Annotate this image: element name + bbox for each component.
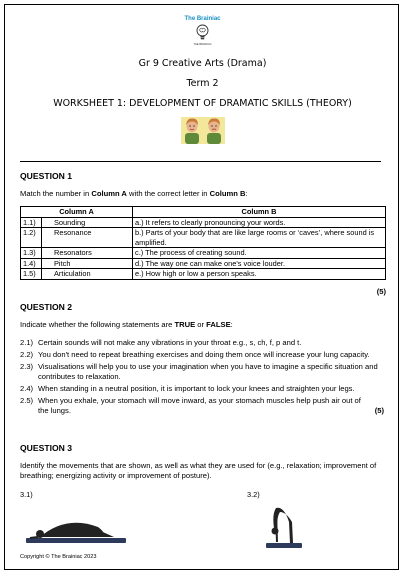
- list-item: [20, 384, 384, 394]
- childs-pose-figure-icon: [26, 505, 126, 545]
- question-2-instruction: [20, 320, 233, 329]
- item-text: Visualisations will help you to use your imagination when you have to imagine a specific situation and contributes to relaxation.: [38, 362, 378, 381]
- item-text: When you exhale, your stomach will move inward, as your stomach muscles help push air out of the lungs.: [38, 396, 361, 415]
- instruction-text: :: [245, 189, 248, 198]
- row-definition: d.) The way one can make one's voice louder.: [133, 258, 386, 269]
- instruction-true: TRUE: [174, 320, 196, 329]
- row-number: 1.4): [21, 258, 42, 269]
- twin-faces-illustration: [181, 117, 225, 144]
- subject-title: Gr 9 Creative Arts (Drama): [138, 58, 267, 69]
- row-term: Pitch: [42, 258, 133, 269]
- question-3-title: QUESTION 3: [20, 443, 73, 453]
- logo-caption: THE BRAINIAC: [193, 43, 212, 46]
- row-number: 1.1): [21, 217, 42, 228]
- question-3-instruction: Identify the movements that are shown, as well as what they are used for (e.g., relaxation; improvement of breathing; energizing activity or improvement of posture).: [20, 461, 377, 480]
- table-header-row: [21, 207, 386, 218]
- question-1-title: QUESTION 1: [20, 171, 73, 181]
- table-row: [21, 269, 386, 280]
- row-term: Sounding: [42, 217, 133, 228]
- list-item: [20, 362, 384, 382]
- row-term: Resonators: [42, 248, 133, 259]
- table-row: [21, 248, 386, 259]
- row-definition: c.) The process of creating sound.: [133, 248, 386, 259]
- question-2-title: QUESTION 2: [20, 302, 73, 312]
- row-number: 1.3): [21, 248, 42, 259]
- item-text: Certain sounds will not make any vibrations in your throat e.g., s, ch, f, p and t.: [38, 338, 302, 347]
- true-false-list: [20, 338, 384, 418]
- brand-name: The Brainiac: [184, 16, 221, 22]
- list-item: [20, 350, 384, 360]
- item-number: 2.4): [20, 384, 34, 393]
- section-divider: [20, 161, 381, 162]
- question-1-marks: (5): [376, 287, 386, 296]
- item-number: 2.2): [20, 350, 34, 359]
- row-definition: e.) How high or low a person speaks.: [133, 269, 386, 280]
- row-definition: b.) Parts of your body that are like large rooms or ‘caves’, where sound is amplified.: [133, 228, 386, 248]
- instruction-column-b: Column B: [209, 189, 246, 198]
- term-title: Term 2: [186, 78, 219, 89]
- question-2-marks: (5): [374, 406, 384, 415]
- brain-bulb-logo-icon: [196, 24, 209, 42]
- forward-bend-figure-icon: [262, 500, 306, 550]
- table-row: [21, 228, 386, 248]
- question-3-1-label: 3.1): [20, 490, 33, 499]
- instruction-text: or: [195, 320, 207, 329]
- list-item: [20, 396, 384, 416]
- instruction-text: with the correct letter in: [126, 189, 210, 198]
- row-term: Articulation: [42, 269, 133, 280]
- row-definition: a.) It refers to clearly pronouncing your words.: [133, 217, 386, 228]
- item-text: When standing in a neutral position, it is important to lock your knees and straighten your legs.: [38, 384, 355, 393]
- question-3-2-label: 3.2): [247, 490, 260, 499]
- instruction-text: Match the number in: [20, 189, 92, 198]
- instruction-false: FALSE: [206, 320, 231, 329]
- item-number: 2.1): [20, 338, 34, 347]
- question-1-instruction: [20, 189, 248, 198]
- item-number: 2.3): [20, 362, 34, 371]
- instruction-text: :: [230, 320, 233, 329]
- worksheet-title: WORKSHEET 1: DEVELOPMENT OF DRAMATIC SKILLS (THEORY): [53, 98, 352, 109]
- list-item: [20, 338, 384, 348]
- row-number: 1.2): [21, 228, 42, 248]
- instruction-column-a: Column A: [91, 189, 127, 198]
- row-number: 1.5): [21, 269, 42, 280]
- table-row: [21, 217, 386, 228]
- column-a-header: Column A: [21, 207, 133, 218]
- item-number: 2.5): [20, 396, 34, 405]
- copyright-notice: Copyright © The Brainiac 2023: [20, 554, 97, 560]
- column-b-header: Column B: [133, 207, 386, 218]
- row-term: Resonance: [42, 228, 133, 248]
- instruction-text: Indicate whether the following statements are: [20, 320, 175, 329]
- item-text: You don't need to repeat breathing exercises and doing them once will increase your lung capacity.: [38, 350, 370, 359]
- table-row: [21, 258, 386, 269]
- matching-table: [20, 206, 386, 280]
